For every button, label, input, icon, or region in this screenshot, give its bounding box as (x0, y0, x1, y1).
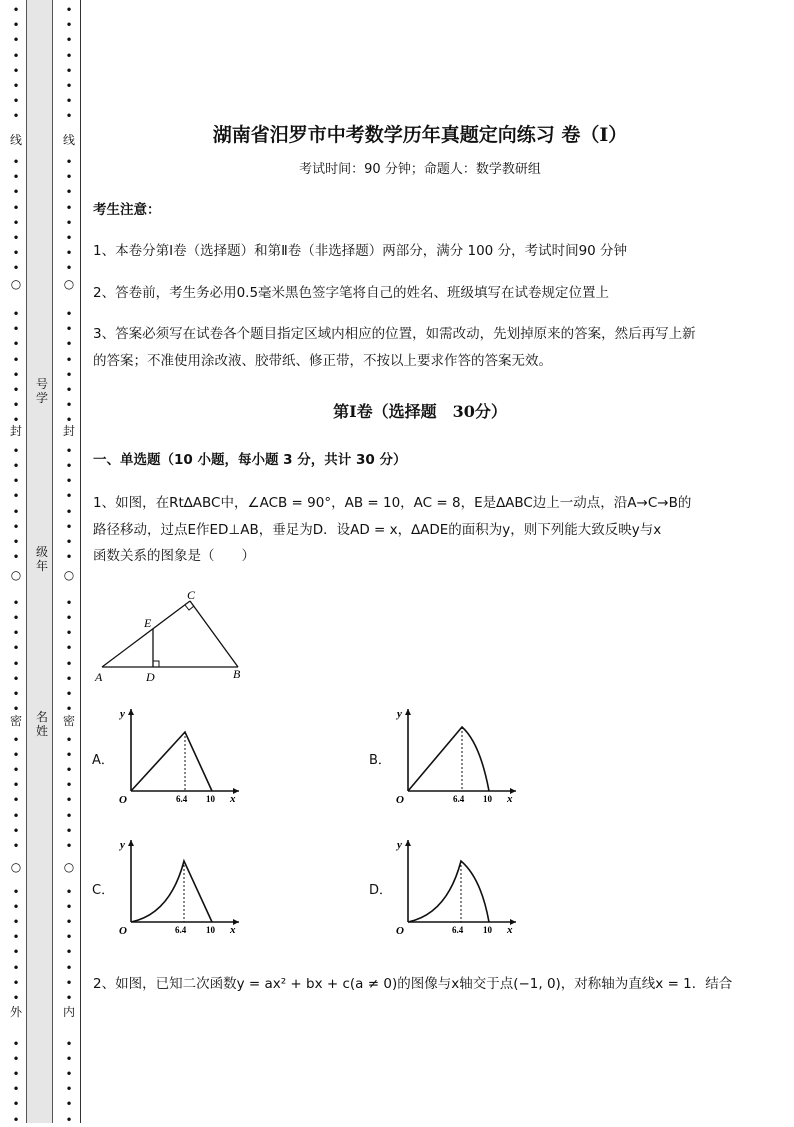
triangle-figure (92, 585, 252, 685)
notice-heading: 考生注意： (93, 202, 161, 218)
tick-label-10: 10 (206, 794, 215, 804)
binding-dot: • (65, 519, 73, 534)
vertex-label-c: C (187, 588, 196, 602)
binding-dot: • (65, 261, 73, 276)
binding-dot: • (12, 459, 20, 473)
binding-dot: • (65, 671, 73, 686)
binding-dot: • (65, 747, 73, 762)
inner-dot-column (63, 0, 75, 1127)
binding-dot: • (65, 443, 73, 458)
page-title: 湖南省汨罗市中考数学历年真题定向练习 卷（Ⅰ） (212, 124, 628, 146)
option-b-graph[interactable] (392, 703, 522, 805)
binding-dot: • (12, 1051, 20, 1066)
vertex-label-b: B (233, 667, 241, 681)
binding-dot: • (12, 383, 20, 397)
binding-dot: • (12, 641, 20, 656)
binding-dot: • (65, 200, 73, 215)
notice-item-3a: 3、答案必须写在试卷各个题目指定区域内相应的位置，如需改动，先划掉原来的答案，然后再写上新 (93, 326, 696, 342)
binding-dot: • (65, 79, 73, 93)
question-2-line-1: 2、如图，已知二次函数y = ax² + bx + c(a ≠ 0)的图像与x轴交于点(−1, 0)，对称轴为直线x = 1．结合 (93, 976, 733, 992)
binding-dot: • (12, 960, 20, 975)
field-name: 名姓 (35, 710, 48, 738)
binding-dot: • (12, 94, 20, 109)
binding-dot: • (12, 3, 20, 17)
question-1-line-3: 函数关系的图象是（ ） (93, 548, 255, 564)
binding-dot: • (12, 261, 20, 276)
binding-dot: • (12, 1112, 20, 1127)
binding-dot: • (12, 535, 20, 549)
binding-dot: • (65, 3, 73, 17)
binding-dot: • (12, 595, 20, 610)
binding-dot: • (12, 975, 20, 990)
binding-dot: • (12, 200, 20, 215)
binding-dot: • (65, 687, 73, 701)
binding-dot: • (12, 63, 20, 78)
option-d-graph[interactable] (392, 834, 522, 936)
part-heading: 一、单选题（10 小题，每小题 3 分，共计 30 分） (93, 452, 407, 468)
outer-label-xian: 线 (9, 133, 22, 147)
origin-label: O (396, 794, 404, 805)
outer-label-mi: 密 (9, 714, 22, 728)
field-grade: 级年 (35, 545, 48, 573)
binding-dot: • (12, 322, 20, 337)
binding-dot: • (65, 626, 73, 641)
binding-dot: • (12, 79, 20, 93)
binding-dot: • (12, 747, 20, 762)
binding-dot: • (65, 1082, 73, 1097)
binding-dot: • (65, 33, 73, 48)
binding-dot: • (65, 611, 73, 625)
binding-dot: • (12, 413, 20, 428)
binding-dot: • (65, 489, 73, 504)
binding-dot: • (65, 595, 73, 610)
x-axis-label: x (230, 793, 236, 805)
binding-dot: • (12, 626, 20, 641)
binding-dot: • (65, 732, 73, 747)
binding-dot: • (12, 839, 20, 853)
binding-dot: • (12, 930, 20, 945)
option-c-graph[interactable] (115, 834, 245, 936)
binding-dot: • (65, 413, 73, 428)
binding-dot: • (12, 611, 20, 625)
binding-dot: • (65, 337, 73, 352)
tick-label-6-4: 6.4 (453, 794, 465, 804)
tick-label-6-4: 6.4 (452, 925, 464, 935)
x-axis-label: x (230, 924, 236, 936)
binding-dot: • (12, 489, 20, 504)
binding-dot: • (65, 884, 73, 899)
binding-dot: • (65, 1112, 73, 1127)
binding-dot: • (12, 1067, 20, 1081)
binding-dot: • (65, 915, 73, 929)
outer-circle-1: ○ (10, 277, 22, 291)
binding-dot: • (65, 352, 73, 367)
option-d-label[interactable]: D． (369, 883, 393, 898)
binding-dot: • (65, 246, 73, 261)
binding-dot: • (12, 170, 20, 185)
binding-dot: • (12, 763, 20, 777)
binding-dot: • (12, 246, 20, 261)
inner-circle-2: ○ (63, 568, 75, 582)
binding-dot: • (65, 322, 73, 337)
notice-item-2: 2、答卷前，考生务必用0.5毫米黑色签字笔将自己的姓名、班级填写在试卷规定位置上 (93, 285, 610, 301)
binding-dot: • (12, 823, 20, 838)
inner-label-mi: 密 (62, 714, 75, 728)
outer-circle-3: ○ (10, 860, 22, 874)
vertex-label-a: A (95, 670, 103, 684)
binding-dot: • (65, 793, 73, 808)
binding-dot: • (12, 945, 20, 960)
x-axis-label: x (507, 793, 513, 805)
binding-dot: • (12, 884, 20, 899)
binding-dot: • (12, 504, 20, 519)
binding-dot: • (12, 352, 20, 367)
section-title: 第Ⅰ卷（选择题 30分） (333, 402, 507, 421)
binding-dot: • (65, 960, 73, 975)
binding-dot: • (65, 1051, 73, 1066)
binding-dot: • (65, 808, 73, 823)
origin-label: O (396, 925, 404, 936)
binding-dot: • (65, 18, 73, 33)
tick-label-10: 10 (483, 925, 492, 935)
binding-dot: • (12, 550, 20, 565)
inner-label-nei: 内 (62, 1005, 75, 1019)
binding-dot: • (65, 504, 73, 519)
binding-dot: • (65, 702, 73, 717)
binding-dot: • (65, 975, 73, 990)
y-axis-label: y (120, 839, 125, 851)
binding-dot: • (12, 443, 20, 458)
binding-dot: • (12, 656, 20, 671)
binding-dot: • (65, 945, 73, 960)
binding-dot: • (65, 550, 73, 565)
notice-item-3b: 的答案；不准使用涂改液、胶带纸、修正带，不按以上要求作答的答案无效。 (93, 353, 552, 369)
notice-item-1: 1、本卷分第Ⅰ卷（选择题）和第Ⅱ卷（非选择题）两部分，满分 100 分，考试时间90 分钟 (93, 243, 628, 259)
binding-dot: • (65, 215, 73, 230)
binding-dot: • (12, 155, 20, 169)
origin-label: O (119, 794, 127, 805)
binding-dot: • (12, 474, 20, 489)
binding-dot: • (12, 1097, 20, 1112)
option-c-label[interactable]: C． (92, 883, 115, 898)
binding-dot: • (65, 155, 73, 169)
x-axis-label: x (507, 924, 513, 936)
option-a-graph[interactable] (115, 703, 245, 805)
binding-dot: • (12, 671, 20, 686)
binding-dot: • (12, 398, 20, 413)
binding-dot: • (12, 915, 20, 929)
tick-label-10: 10 (206, 925, 215, 935)
binding-dot: • (65, 1067, 73, 1081)
outer-dot-column (10, 0, 22, 1127)
option-b-label[interactable]: B． (369, 753, 391, 768)
binding-dot: • (65, 641, 73, 656)
binding-dot: • (65, 778, 73, 793)
binding-dot: • (12, 33, 20, 48)
binding-dot: • (65, 185, 73, 200)
inner-label-feng: 封 (62, 424, 75, 438)
binding-dot: • (12, 991, 20, 1005)
binding-dot: • (12, 732, 20, 747)
binding-dot: • (12, 18, 20, 33)
y-axis-label: y (120, 708, 125, 720)
binding-dot: • (65, 899, 73, 914)
binding-dot: • (12, 1082, 20, 1097)
y-axis-label: y (397, 708, 402, 720)
binding-dot: • (65, 63, 73, 78)
inner-label-xian: 线 (62, 133, 75, 147)
binding-dot: • (65, 930, 73, 945)
field-student-number: 号学 (35, 377, 48, 405)
outer-label-wai: 外 (9, 1005, 22, 1019)
binding-dot: • (12, 48, 20, 63)
binding-dot: • (65, 839, 73, 853)
binding-dot: • (12, 899, 20, 914)
inner-circle-1: ○ (63, 277, 75, 291)
binding-dot: • (12, 109, 20, 124)
tick-label-10: 10 (483, 794, 492, 804)
binding-dot: • (12, 215, 20, 230)
option-a-label[interactable]: A． (92, 753, 114, 768)
origin-label: O (119, 925, 127, 936)
tick-label-6-4: 6.4 (175, 925, 187, 935)
binding-dot: • (65, 1097, 73, 1112)
binding-dot: • (12, 519, 20, 534)
binding-dot: • (65, 109, 73, 124)
binding-dot: • (12, 1036, 20, 1051)
binding-dot: • (12, 337, 20, 352)
binding-dot: • (65, 398, 73, 413)
binding-dot: • (65, 535, 73, 549)
binding-dot: • (65, 763, 73, 777)
binding-dot: • (65, 367, 73, 382)
binding-dot: • (12, 687, 20, 701)
binding-dot: • (65, 170, 73, 185)
vertex-label-d: D (146, 670, 155, 684)
binding-dot: • (65, 1036, 73, 1051)
binding-dot: • (12, 307, 20, 321)
inner-circle-3: ○ (63, 860, 75, 874)
question-1-line-2: 路径移动，过点E作ED⊥AB，垂足为D．设AD = x，∆ADE的面积为y，则下列能大致反映y与x (93, 522, 662, 538)
binding-dot: • (12, 185, 20, 200)
binding-dot: • (12, 367, 20, 382)
vertex-label-e: E (144, 616, 152, 630)
binding-dot: • (12, 793, 20, 808)
tick-label-6-4: 6.4 (176, 794, 188, 804)
exam-info: 考试时间：90 分钟；命题人：数学教研组 (299, 162, 541, 177)
binding-dot: • (12, 231, 20, 245)
binding-dot: • (12, 702, 20, 717)
binding-dot: • (65, 474, 73, 489)
question-1-line-1: 1、如图，在Rt∆ABC中，∠ACB = 90°，AB = 10，AC = 8，E是∆ABC边上一动点，沿A→C→B的 (93, 495, 692, 511)
gutter-border-line (80, 0, 81, 1123)
binding-dot: • (12, 778, 20, 793)
outer-label-feng: 封 (9, 424, 22, 438)
binding-dot: • (65, 48, 73, 63)
binding-dot: • (65, 307, 73, 321)
binding-dot: • (65, 823, 73, 838)
binding-dot: • (12, 808, 20, 823)
binding-dot: • (65, 231, 73, 245)
binding-dot: • (65, 383, 73, 397)
binding-dot: • (65, 94, 73, 109)
y-axis-label: y (397, 839, 402, 851)
binding-dot: • (65, 656, 73, 671)
binding-dot: • (65, 991, 73, 1005)
binding-dot: • (65, 459, 73, 473)
outer-circle-2: ○ (10, 568, 22, 582)
